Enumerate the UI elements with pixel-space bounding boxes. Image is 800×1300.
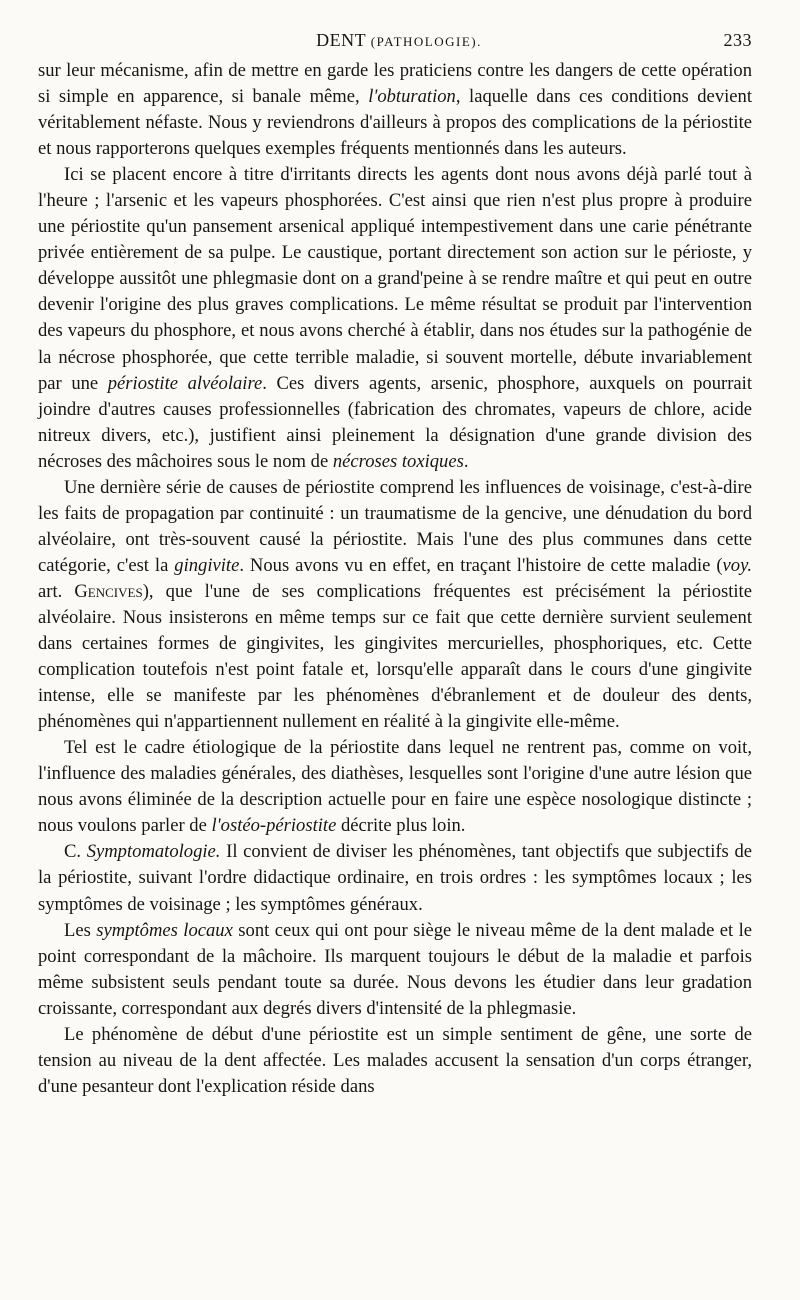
paragraph-neighbouring-causes (38, 475, 752, 735)
text-run: Tel est le cadre étiologique de la périostite dans lequel ne rentrent pas, comme on voit, l'influence des maladies générales, des diathèses, lesquelles sont l'origine d'une autre lésion que nous avons éliminée de la description actuelle pour en faire une espèce nosologique distincte ; nous voulons parler de (38, 737, 752, 837)
paragraph-local-symptoms (38, 918, 752, 1022)
page-number: 233 (723, 30, 752, 50)
section-heading: Symptomatologie. (86, 841, 221, 863)
italic-term: l'obturation (368, 86, 456, 108)
paragraph-obturation (38, 58, 752, 162)
running-title-sub: (PATHOLOGIE). (370, 34, 482, 49)
section-letter: C. (64, 841, 87, 863)
italic-term: voy. (722, 554, 752, 576)
text-run: Une dernière série de causes de périostite comprend les influences de voisinage, c'est-à-dire les faits de propagation par continuité : un traumatisme de la gencive, une dénudation du bord alvéolaire, ont très-souvent causé la périostite. Mais l'une des plus communes dans cette catégorie, c'est la (38, 476, 752, 576)
paragraph-onset (38, 1022, 752, 1100)
running-title (38, 30, 760, 51)
italic-term: l'ostéo-périostite (211, 815, 337, 837)
body-text (38, 58, 752, 1100)
text-run: art. (38, 580, 75, 602)
paragraph-toxic-agents (38, 162, 752, 475)
italic-term: nécroses toxiques (332, 450, 464, 472)
text-run: . Nous avons vu en effet, en traçant l'histoire de cette maladie ( (239, 554, 723, 576)
text-run: . Ces divers agents, arsenic, phosphore, auxquels on pourrait joindre d'autres causes professionnelles (fabrication des chromates, vapeurs de chlore, acide nitreux divers, etc.), justifient ainsi pleinement la désignation d'une grande division des nécroses des mâchoires sous le nom de (38, 372, 752, 472)
running-title-main: DENT (316, 30, 366, 50)
italic-term: périostite alvéolaire (107, 372, 263, 394)
running-header (38, 26, 760, 56)
text-run: Ici se placent encore à titre d'irritants directs les agents dont nous avons déjà parlé tout à l'heure ; l'arsenic et les vapeurs phosphorées. C'est ainsi que rien n'est plus propre à produire une périostite qu'un pansement arsenical appliqué intempestivement dans une carie pénétrante privée entièrement de sa pulpe. Le caustique, portant directement son action sur le périoste, y développe aussitôt une phlegmasie dont on a grand'peine à se rendre maître et qui peut en outre devenir l'origine des plus graves complications. Le même résultat se produit par l'intervention des vapeurs du phosphore, et nous avons cherché à établir, dans nos études sur la pathogénie de la nécrose phosphorée, que cette terrible maladie, si souvent mortelle, débute invariablement par une (38, 164, 752, 394)
text-run: Il convient de diviser les phénomènes, tant objectifs que subjectifs de la périostite, suivant l'ordre didactique ordinaire, en trois ordres : les symptômes locaux ; les symptômes de voisinage ; les symptômes généraux. (38, 841, 752, 915)
text-run: . (463, 450, 469, 472)
paragraph-symptomatology (38, 839, 752, 917)
text-run: sur leur mécanisme, afin de mettre en garde les praticiens contre les dangers de cette opération si simple en apparence, si banale même, (38, 60, 752, 108)
text-run: décrite plus loin. (336, 815, 466, 837)
text-run: sont ceux qui ont pour siège le niveau même de la dent malade et le point correspondant de la mâchoire. Ils marquent toujours le début de la maladie et parfois même subsistent seuls pendant toute sa durée. Nous devons les étudier dans leur gradation croissante, correspondant aux degrés divers d'intensité de la phlegmasie. (38, 919, 752, 1019)
paragraph-etiology-frame (38, 735, 752, 839)
cross-reference: Gencives (74, 580, 143, 602)
text-run: Les (64, 919, 97, 941)
italic-term: gingivite (174, 554, 240, 576)
italic-term: symptômes locaux (96, 919, 233, 941)
text-run: ), que l'une de ses complications fréquentes est précisément la périostite alvéolaire. Nous insisterons en même temps sur ce fait que cette dernière survient seulement dans certaines formes de gingivites, les gingivites mercurielles, phosphoriques, etc. Cette complication toutefois n'est point fatale et, lorsqu'elle apparaît dans le cours d'une gingivite intense, elle se manifeste par les phénomènes d'ébranlement et de douleur des dents, phénomènes qui n'appartiennent nullement en réalité à la gingivite elle-même. (38, 580, 752, 733)
text-run: , laquelle dans ces conditions devient véritablement néfaste. Nous y reviendrons d'ailleurs à propos des complications de la périostite et nous rapporterons quelques exemples fréquents mentionnés dans les auteurs. (38, 86, 752, 160)
text-run: Le phénomène de début d'une périostite est un simple sentiment de gêne, une sorte de tension au niveau de la dent affectée. Les malades accusent la sensation d'un corps étranger, d'une pesanteur dont l'explication réside dans (38, 1023, 752, 1097)
